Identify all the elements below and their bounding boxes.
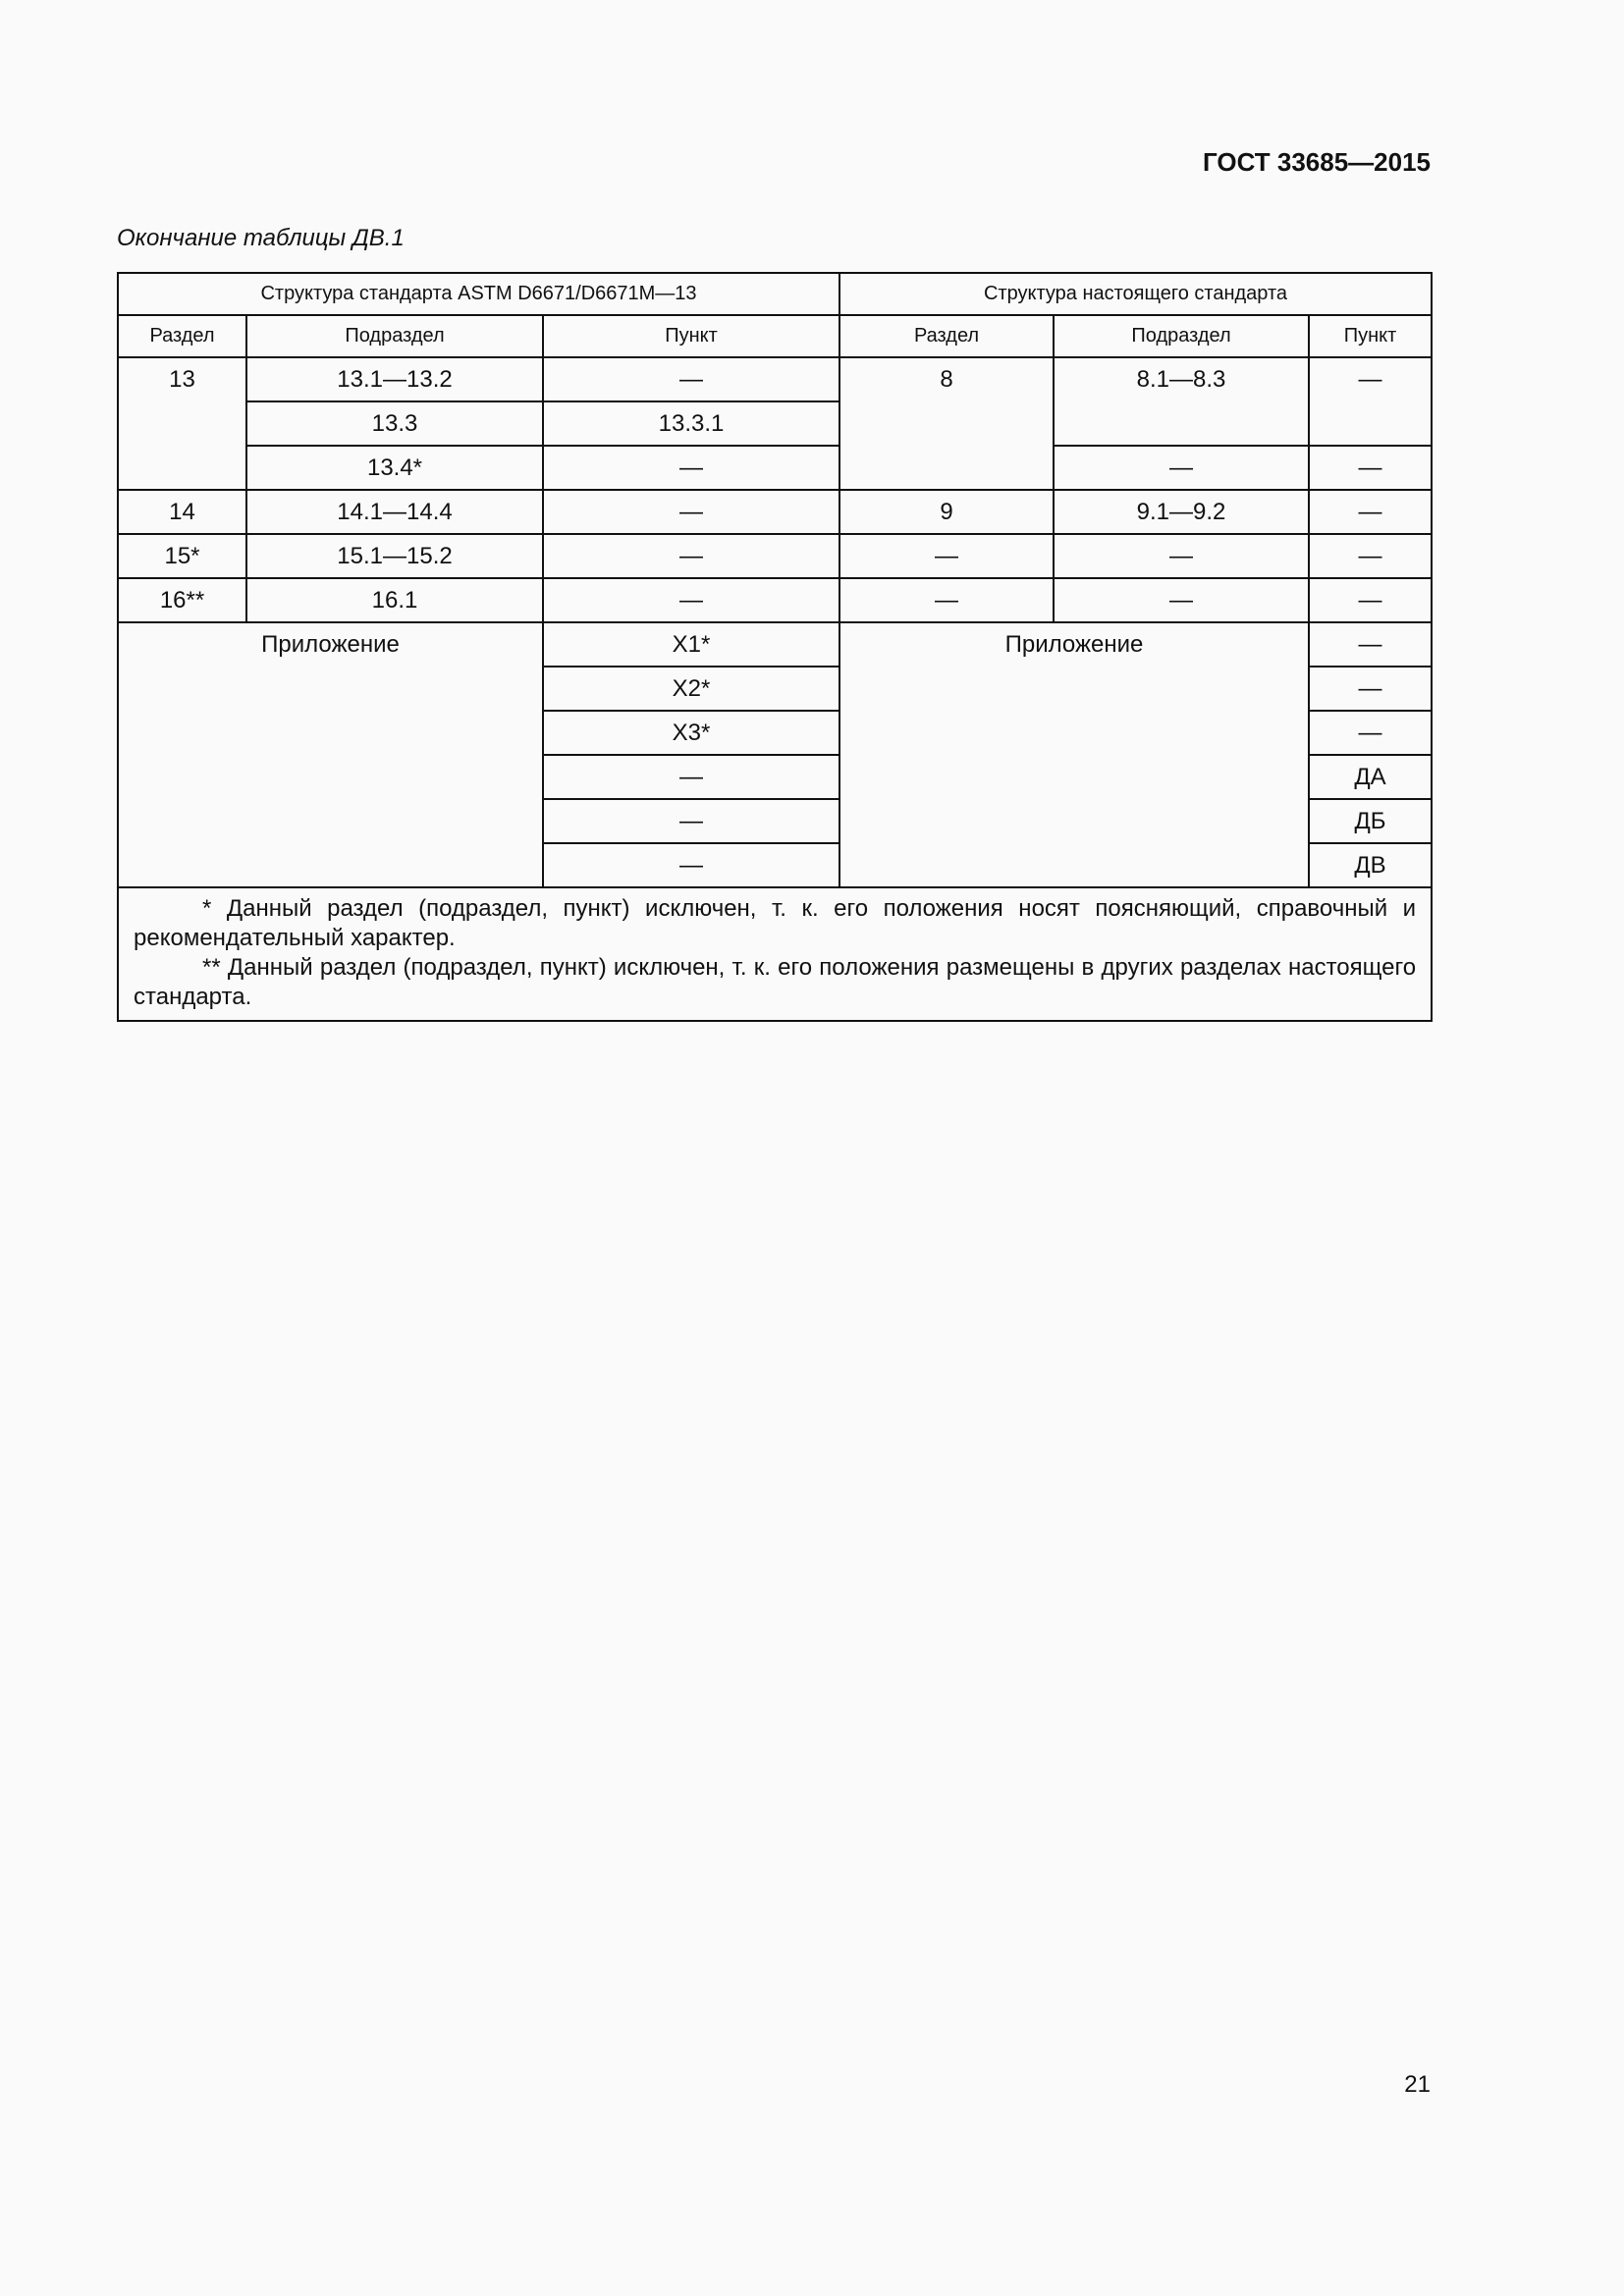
table-cell: —	[839, 534, 1054, 578]
footnote: ** Данный раздел (подраздел, пункт) исключен, т. к. его положения размещены в других разделах настоящего стандарта.	[134, 954, 1417, 1010]
correspondence-table	[117, 272, 1433, 1022]
table-cell: X2*	[543, 667, 839, 711]
table-caption: Окончание таблицы ДВ.1	[117, 225, 405, 251]
table-notes	[118, 887, 1432, 1021]
table-cell: ДА	[1309, 755, 1432, 799]
table-cell: 9.1—9.2	[1054, 490, 1309, 534]
table-cell: —	[543, 534, 839, 578]
appendix-label-gost: Приложение	[839, 622, 1309, 887]
page-number: 21	[1404, 2071, 1431, 2098]
appendix-label-astm: Приложение	[118, 622, 543, 887]
table-cell: —	[1309, 622, 1432, 667]
table-cell: 13.4*	[246, 446, 543, 490]
standard-designation: ГОСТ 33685—2015	[1203, 147, 1431, 177]
table-cell: —	[1309, 490, 1432, 534]
table-row	[118, 578, 1432, 622]
table-cell: —	[1054, 446, 1309, 490]
footnote: * Данный раздел (подраздел, пункт) исключен, т. к. его положения носят поясняющий, справочный и рекомендательный характер.	[134, 895, 1417, 951]
column-header: Пункт	[543, 315, 839, 357]
table-cell: 9	[839, 490, 1054, 534]
appendix-row	[118, 622, 1432, 667]
group-header-gost: Структура настоящего стандарта	[839, 273, 1432, 315]
table-cell: —	[543, 755, 839, 799]
table-cell: 15*	[118, 534, 246, 578]
table-cell: 16.1	[246, 578, 543, 622]
column-header-row	[118, 315, 1432, 357]
column-header: Пункт	[1309, 315, 1432, 357]
table-cell: X3*	[543, 711, 839, 755]
table-cell: —	[543, 799, 839, 843]
column-header: Раздел	[118, 315, 246, 357]
table-cell: 13.3	[246, 401, 543, 446]
notes-row	[118, 887, 1432, 1021]
table-cell: —	[543, 843, 839, 887]
group-header-astm: Структура стандарта ASTM D6671/D6671M—13	[118, 273, 839, 315]
table-cell: —	[839, 578, 1054, 622]
table-cell: 16**	[118, 578, 246, 622]
table-cell: —	[543, 578, 839, 622]
table-cell: 15.1—15.2	[246, 534, 543, 578]
column-header: Подраздел	[246, 315, 543, 357]
table-cell: —	[543, 357, 839, 401]
table-cell: 14.1—14.4	[246, 490, 543, 534]
table-cell: —	[1054, 534, 1309, 578]
table-row	[118, 357, 1432, 401]
table-cell: 8.1—8.3	[1054, 357, 1309, 446]
table-cell: —	[543, 446, 839, 490]
table-cell: ДБ	[1309, 799, 1432, 843]
table-row	[118, 446, 1432, 490]
table-cell: —	[1309, 446, 1432, 490]
table-cell: —	[1309, 534, 1432, 578]
group-header-row	[118, 273, 1432, 315]
table-cell: —	[543, 490, 839, 534]
table-cell: X1*	[543, 622, 839, 667]
table-cell: —	[1054, 578, 1309, 622]
table-row	[118, 534, 1432, 578]
table-row	[118, 490, 1432, 534]
table-cell: ДВ	[1309, 843, 1432, 887]
table-cell: 8	[839, 357, 1054, 490]
column-header: Подраздел	[1054, 315, 1309, 357]
table-cell: —	[1309, 667, 1432, 711]
table-cell: —	[1309, 578, 1432, 622]
table-cell: 13.1—13.2	[246, 357, 543, 401]
column-header: Раздел	[839, 315, 1054, 357]
table-cell: 13	[118, 357, 246, 490]
table-cell: 13.3.1	[543, 401, 839, 446]
table-cell: —	[1309, 711, 1432, 755]
table-cell: 14	[118, 490, 246, 534]
table-cell: —	[1309, 357, 1432, 446]
